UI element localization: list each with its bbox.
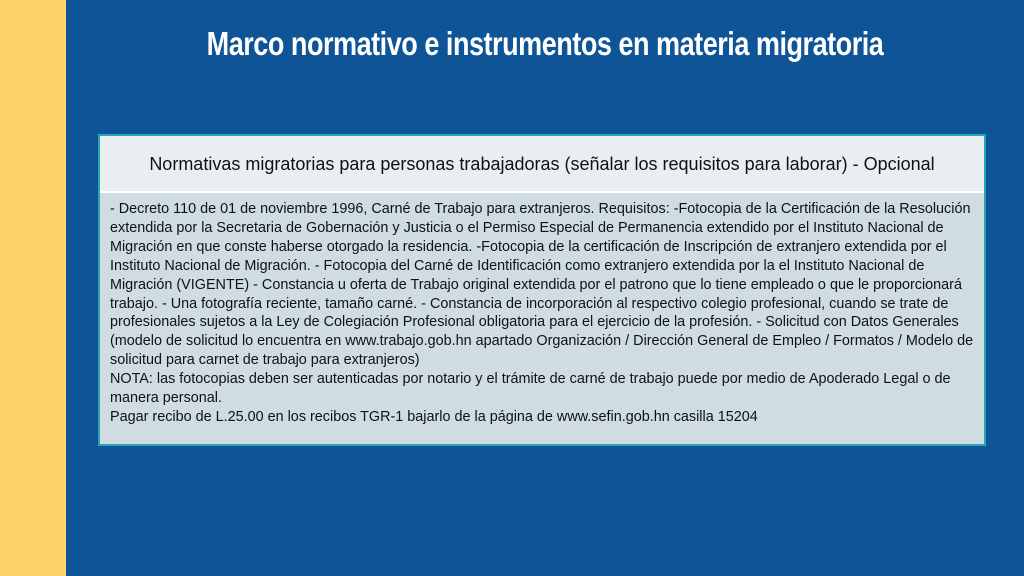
left-accent-bar (0, 0, 66, 576)
regulations-table (98, 134, 986, 446)
requirements-paragraph: - Decreto 110 de 01 de noviembre 1996, Carné de Trabajo para extranjeros. Requisitos: -Fotocopia de la Certificación de la Resolución extendida por la Secretaria de Gobernación y Justicia o el Permiso Especial de Permanencia extendido por el Instituto Nacional de Migración en que conste haberse otorgado la residencia. -Fotocopia de la certificación de Inscripción de extranjero extendida por el Instituto Nacional de Migración. - Fotocopia del Carné de Identificación como extranjero extendida por la el Instituto Nacional de Migración (VIGENTE) - Constancia u oferta de Trabajo original extendida por el patrono que lo tiene empleado o que le proporcionará trabajo. - Una fotografía reciente, tamaño carné. - Constancia de incorporación al respectivo colegio profesional, cuando se trate de profesionales sujetos a la Ley de Colegiación Profesional obligatoria para el ejercicio de la profesión. - Solicitud con Datos Generales (modelo de solicitud lo encuentra en www.trabajo.gob.hn apartado Organización / Dirección General de Empleo / Formatos / Modelo de solicitud para carnet de trabajo para extranjeros) (110, 201, 974, 369)
note-paragraph: NOTA: las fotocopias deben ser autenticadas por notario y el trámite de carné de trabajo puede por medio de Apoderado Legal o de manera personal. (110, 371, 951, 407)
table-header-text: Normativas migratorias para personas trabajadoras (señalar los requisitos para laborar) - Opcional (149, 153, 935, 174)
table-body-cell (100, 193, 984, 444)
slide-title: Marco normativo e instrumentos en materia migratoria (206, 25, 884, 62)
table-header-cell (100, 136, 984, 193)
payment-paragraph: Pagar recibo de L.25.00 en los recibos TGR-1 bajarlo de la página de www.sefin.gob.hn casilla 15204 (110, 408, 758, 425)
